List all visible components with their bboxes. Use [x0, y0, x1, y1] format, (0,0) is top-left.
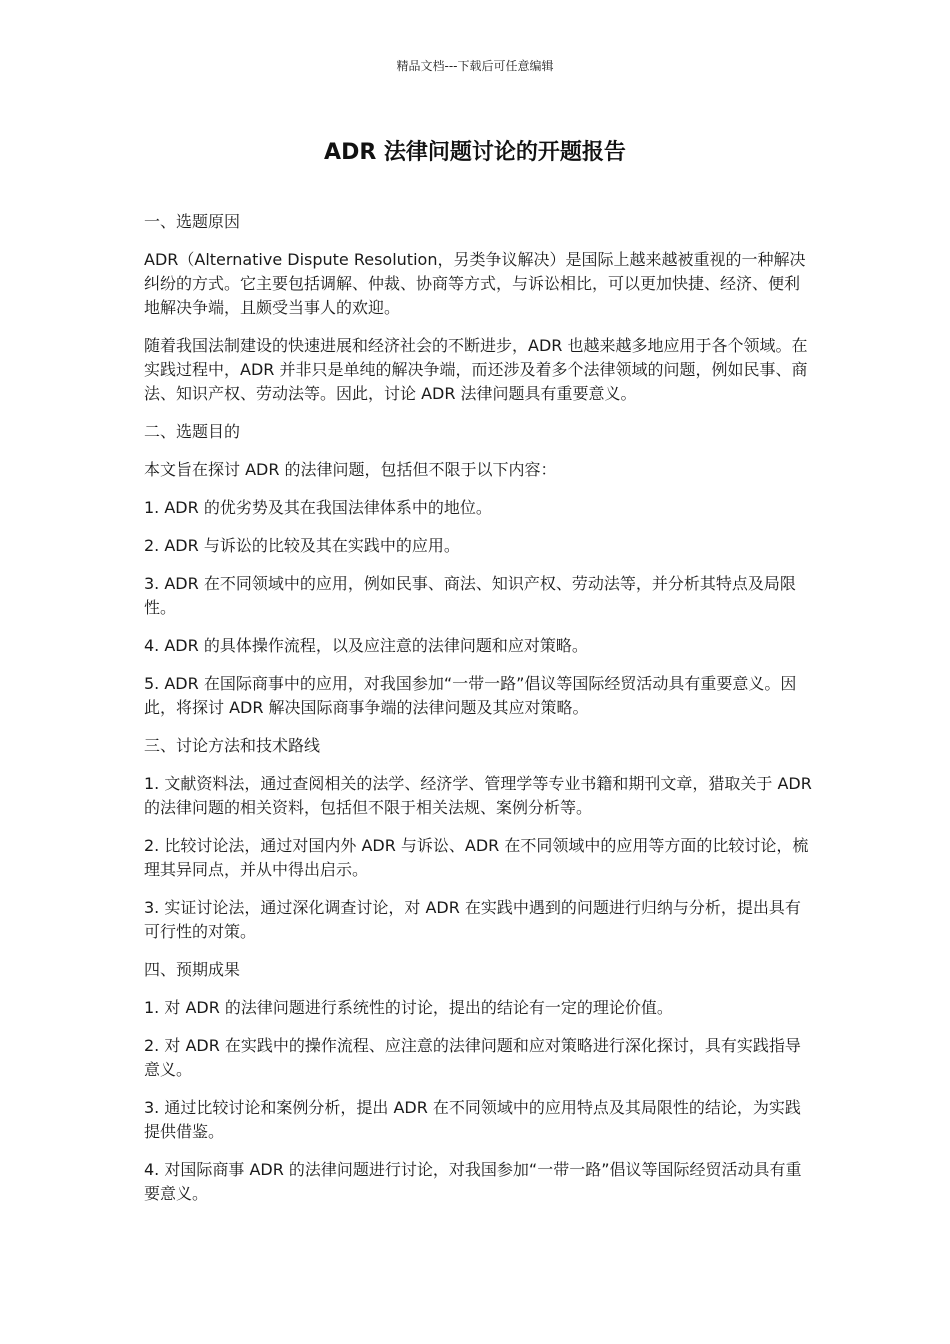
list-item: 1. 对 ADR 的法律问题进行系统性的讨论，提出的结论有一定的理论价值。 [144, 998, 673, 1017]
list-item: 1. 文献资料法，通过查阅相关的法学、经济学、管理学等专业书籍和期刊文章，猎取关于 ADR 的法律问题的相关资料，包括但不限于相关法规、案例分析等。 [144, 774, 812, 817]
section-heading-reason: 一、选题原因 [144, 212, 241, 231]
section-heading-methods: 三、讨论方法和技术路线 [144, 736, 321, 755]
page-header-note: 精品文档---下载后可任意编辑 [396, 59, 554, 73]
section-heading-purpose: 二、选题目的 [144, 422, 241, 441]
list-item: 4. ADR 的具体操作流程，以及应注意的法律问题和应对策略。 [144, 636, 588, 655]
document-body [144, 210, 812, 1220]
document-title: ADR 法律问题讨论的开题报告 [324, 140, 626, 165]
paragraph: ADR（Alternative Dispute Resolution，另类争议解决）是国际上越来越被重视的一种解决纠纷的方式。它主要包括调解、仲裁、协商等方式，与诉讼相比，可以更加快捷、经济、便利地解决争端，且颇受当事人的欢迎。 [144, 250, 806, 317]
paragraph: 随着我国法制建设的快速进展和经济社会的不断进步，ADR 也越来越多地应用于各个领域。在实践过程中，ADR 并非只是单纯的解决争端，而还涉及着多个法律领域的问题，例如民事、商法、知识产权、劳动法等。因此，讨论 ADR 法律问题具有重要意义。 [144, 336, 808, 403]
list-item: 4. 对国际商事 ADR 的法律问题进行讨论，对我国参加“一带一路”倡议等国际经贸活动具有重要意义。 [144, 1160, 802, 1203]
list-item: 2. 对 ADR 在实践中的操作流程、应注意的法律问题和应对策略进行深化探讨，具有实践指导意义。 [144, 1036, 801, 1079]
paragraph: 本文旨在探讨 ADR 的法律问题，包括但不限于以下内容： [144, 460, 557, 479]
section-heading-outcomes: 四、预期成果 [144, 960, 241, 979]
list-item: 3. ADR 在不同领域中的应用，例如民事、商法、知识产权、劳动法等，并分析其特点及局限性。 [144, 574, 796, 617]
list-item: 1. ADR 的优劣势及其在我国法律体系中的地位。 [144, 498, 492, 517]
list-item: 3. 通过比较讨论和案例分析，提出 ADR 在不同领域中的应用特点及其局限性的结论，为实践提供借鉴。 [144, 1098, 801, 1141]
list-item: 2. 比较讨论法，通过对国内外 ADR 与诉讼、ADR 在不同领域中的应用等方面的比较讨论，梳理其异同点，并从中得出启示。 [144, 836, 809, 879]
list-item: 2. ADR 与诉讼的比较及其在实践中的应用。 [144, 536, 460, 555]
list-item: 5. ADR 在国际商事中的应用，对我国参加“一带一路”倡议等国际经贸活动具有重要意义。因此，将探讨 ADR 解决国际商事争端的法律问题及其应对策略。 [144, 674, 797, 717]
list-item: 3. 实证讨论法，通过深化调查讨论，对 ADR 在实践中遇到的问题进行归纳与分析，提出具有可行性的对策。 [144, 898, 801, 941]
